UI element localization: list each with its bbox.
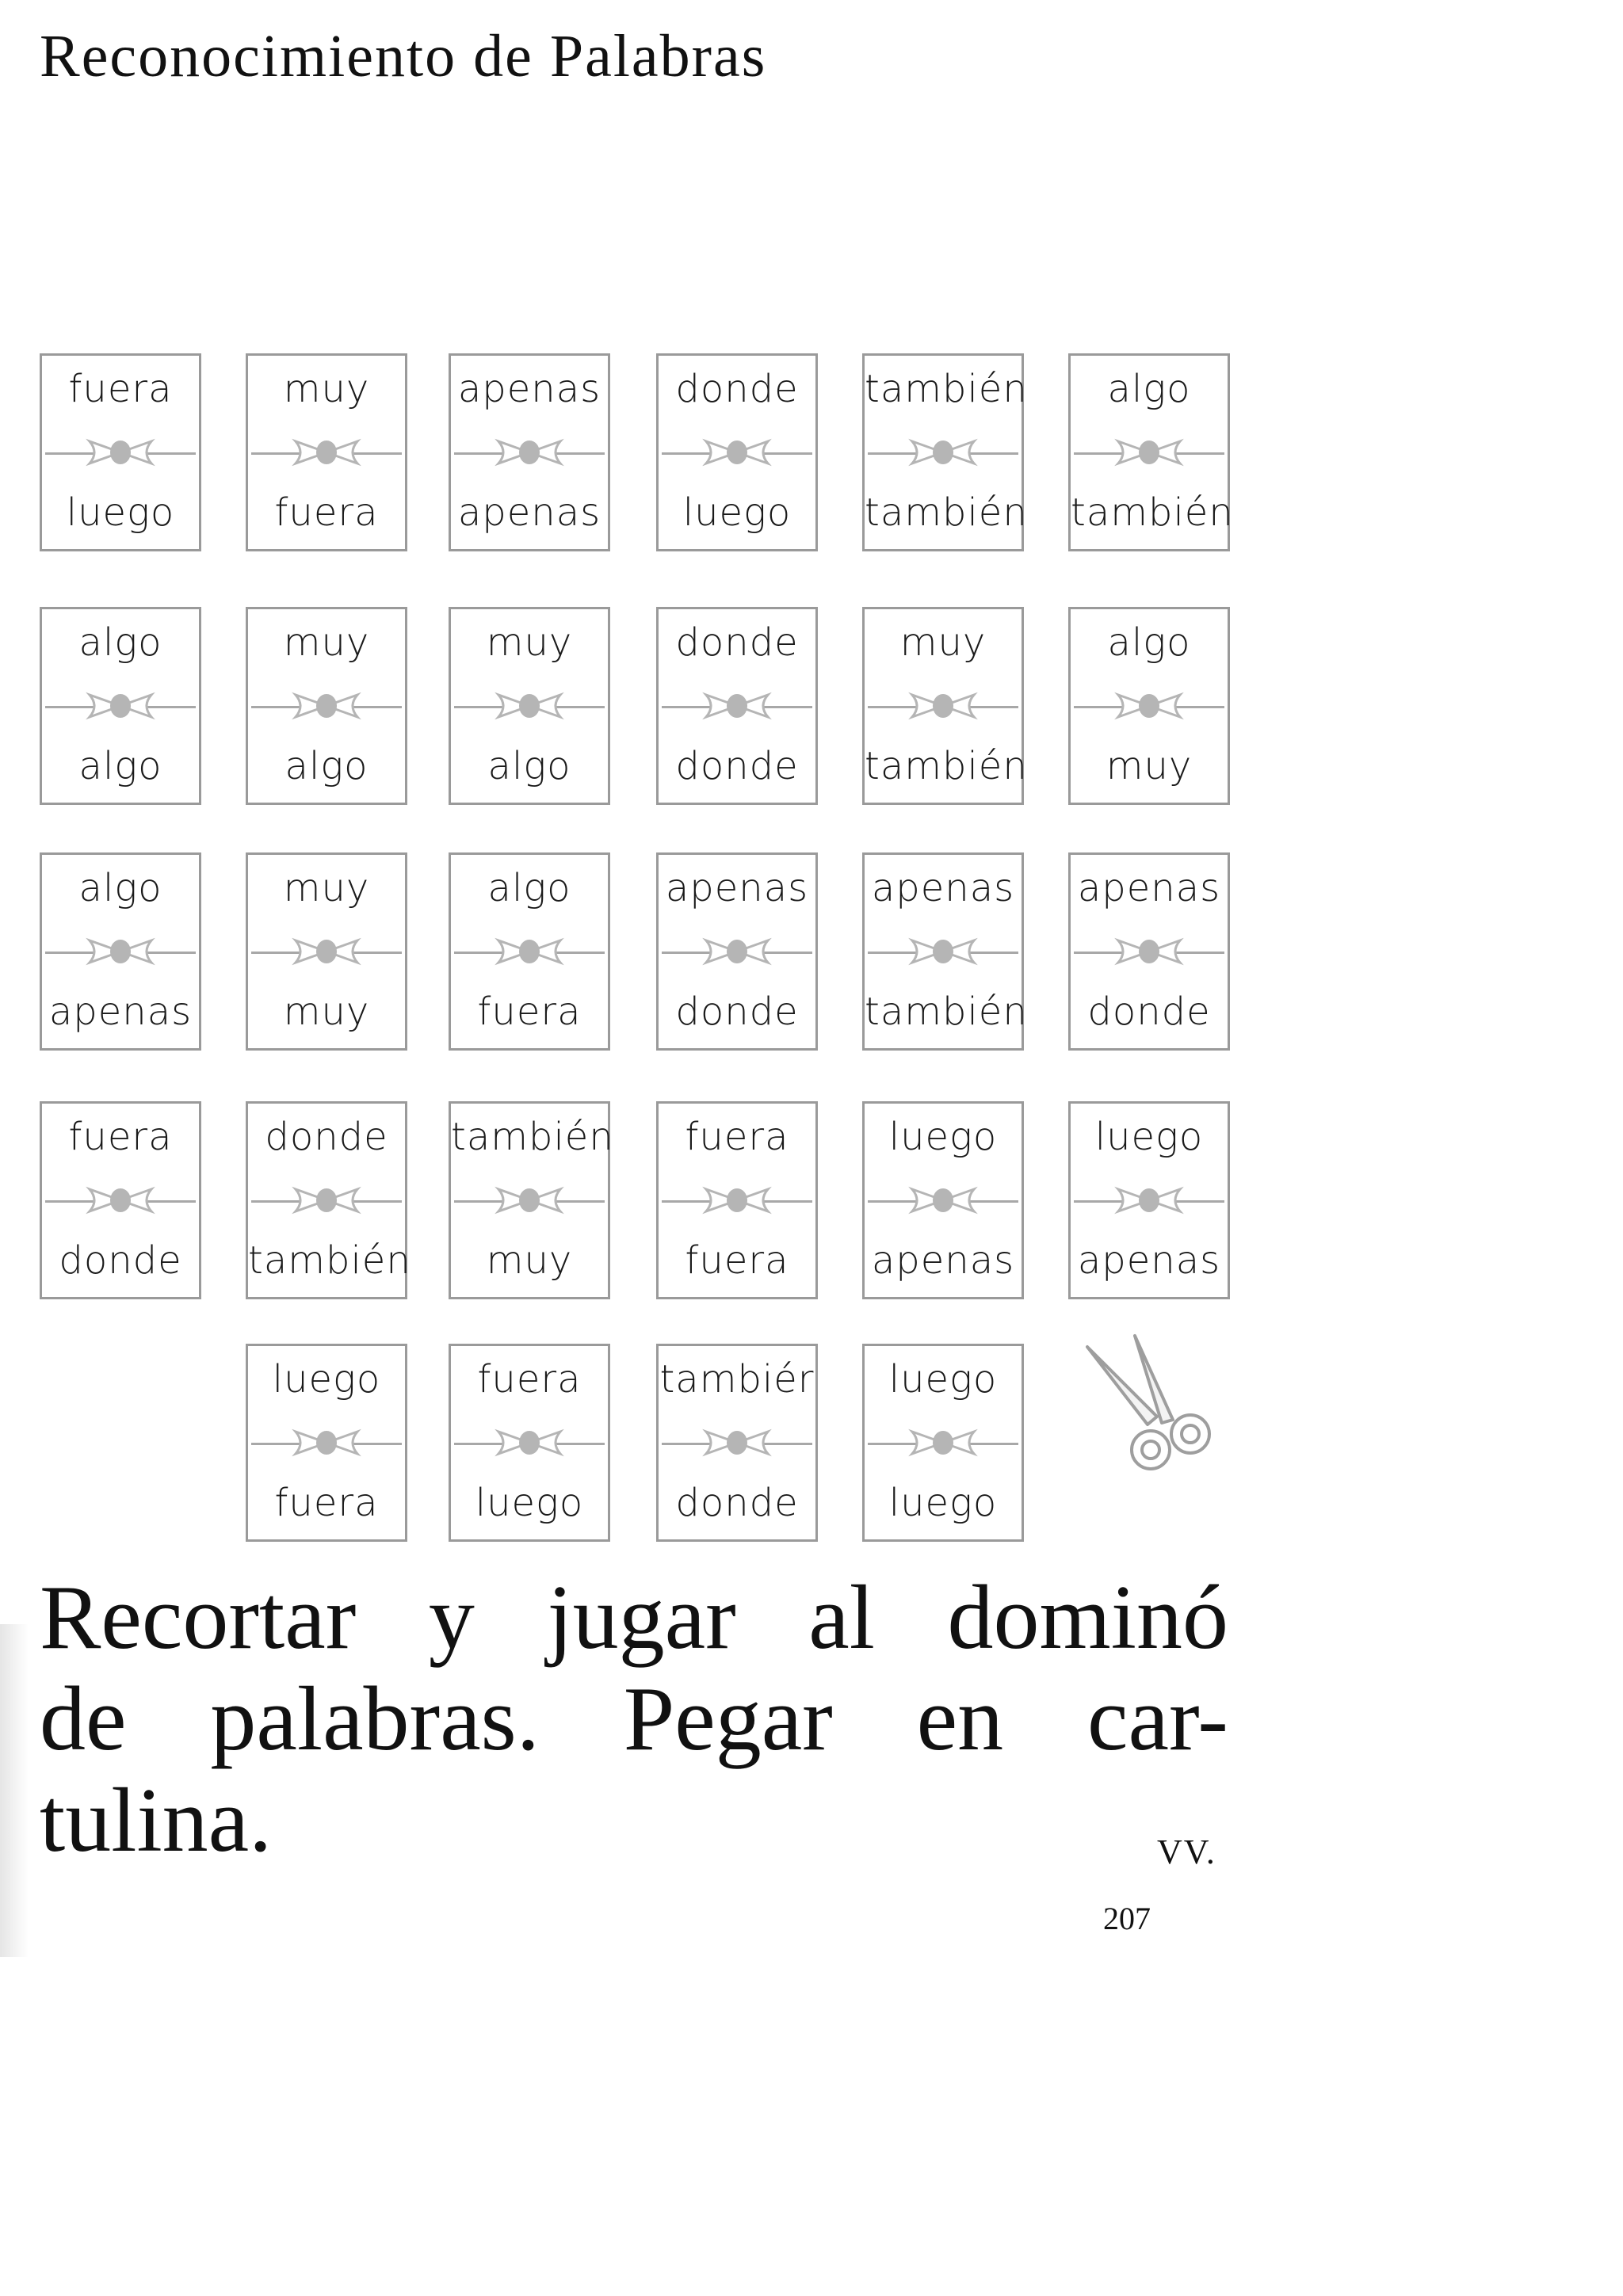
domino-top-word: muy [283,367,370,411]
scissors-icon [1079,1331,1222,1489]
domino-bottom-word: algo [285,744,369,788]
bow-icon [701,1425,773,1460]
series-mark: VV. [1157,1833,1216,1871]
domino-top-word: algo [1107,620,1191,665]
page-title: Reconocimiento de Palabras [40,23,767,90]
domino-tile [246,607,407,805]
domino-bottom-word: apenas [1077,1238,1221,1283]
instructions-word: de [40,1669,127,1770]
domino-grid [40,353,1244,1542]
domino-bottom-word: donde [675,744,799,788]
domino-top-word: luego [1094,1115,1204,1159]
domino-tile [449,852,610,1051]
domino-top-word: fuera [685,1115,789,1159]
domino-bottom-word: donde [675,1481,799,1525]
bow-icon [494,688,565,723]
bow-icon [291,688,362,723]
domino-bottom-word: muy [486,1238,573,1283]
bow-icon [494,435,565,470]
bow-icon [494,1425,565,1460]
domino-tile [449,1101,614,1299]
domino-tile [656,1101,818,1299]
domino-tile [40,607,201,805]
domino-top-word: algo [78,620,162,665]
instructions-word: dominó [947,1567,1228,1669]
domino-bottom-word: también [865,744,1028,788]
page-number: 207 [1103,1901,1151,1936]
domino-bottom-word: apenas [457,490,601,535]
bow-icon [1113,934,1185,969]
bow-icon [701,435,773,470]
domino-bottom-word: también [865,990,1028,1034]
domino-tile [1068,852,1230,1051]
domino-bottom-word: donde [1087,990,1211,1034]
domino-bottom-word: fuera [685,1238,789,1283]
instructions-line-2 [40,1669,1228,1770]
instructions-text [40,1567,1228,1871]
domino-tile [1068,607,1230,805]
domino-top-word: algo [487,866,571,910]
bow-icon [291,934,362,969]
instructions-word: al [808,1567,875,1669]
domino-tile [862,607,1028,805]
bow-icon [85,934,156,969]
domino-tile [449,607,610,805]
instructions-line-1 [40,1567,1228,1669]
domino-bottom-word: también [865,490,1028,535]
domino-top-word: donde [675,620,799,665]
bow-icon [1113,1183,1185,1218]
domino-top-word: fuera [68,367,173,411]
bow-icon [85,1183,156,1218]
domino-tile [246,1344,407,1542]
domino-tile [246,852,407,1051]
domino-bottom-word: también [1071,490,1234,535]
bow-icon [701,1183,773,1218]
bow-icon [1113,688,1185,723]
instructions-word: Recortar [40,1567,357,1669]
domino-bottom-word: donde [59,1238,182,1283]
bow-icon [85,688,156,723]
domino-tile [862,353,1028,551]
domino-top-word: luego [272,1357,381,1402]
domino-top-word: muy [899,620,987,665]
bow-icon [494,934,565,969]
domino-tile [449,1344,610,1542]
instructions-word: jugar [547,1567,736,1669]
bow-icon [291,1183,362,1218]
bow-icon [907,1183,979,1218]
domino-bottom-word: fuera [274,1481,379,1525]
bow-icon [494,1183,565,1218]
bow-icon [701,934,773,969]
domino-bottom-word: muy [283,990,370,1034]
domino-top-word: también [865,367,1028,411]
domino-tile [40,1101,201,1299]
domino-top-word: donde [675,367,799,411]
domino-bottom-word: luego [66,490,175,535]
instructions-word: y [428,1567,475,1669]
domino-tile [862,1101,1024,1299]
domino-bottom-word: luego [475,1481,584,1525]
domino-top-word: algo [1107,367,1191,411]
instructions-word: palabras. [210,1669,540,1770]
domino-top-word: fuera [68,1115,173,1159]
domino-top-word: donde [265,1115,388,1159]
domino-top-word: muy [283,866,370,910]
domino-tile [449,353,610,551]
domino-bottom-word: algo [487,744,571,788]
instructions-word: en [916,1669,1004,1770]
page-edge-shadow [0,1624,29,1957]
domino-top-word: también [451,1115,614,1159]
domino-bottom-word: apenas [48,990,193,1034]
domino-top-word: fuera [477,1357,582,1402]
domino-top-word: luego [888,1115,998,1159]
domino-bottom-word: apenas [871,1238,1015,1283]
domino-top-word: algo [78,866,162,910]
domino-tile [656,852,818,1051]
domino-bottom-word: también [248,1238,411,1283]
domino-top-word: tambiér [659,1357,815,1402]
domino-top-word: apenas [871,866,1015,910]
domino-bottom-word: luego [682,490,792,535]
bow-icon [907,934,979,969]
bow-icon [701,688,773,723]
domino-tile [656,1344,818,1542]
domino-bottom-word: donde [675,990,799,1034]
domino-bottom-word: algo [78,744,162,788]
domino-tile [40,353,201,551]
domino-tile [862,852,1028,1051]
domino-top-word: apenas [457,367,601,411]
bow-icon [291,1425,362,1460]
instructions-word: car- [1087,1669,1228,1770]
domino-bottom-word: muy [1106,744,1193,788]
domino-tile [246,1101,411,1299]
domino-tile [862,1344,1024,1542]
domino-top-word: muy [486,620,573,665]
domino-tile [1068,353,1234,551]
domino-top-word: luego [888,1357,998,1402]
domino-tile [40,852,201,1051]
instructions-line-3: tulina. [40,1770,273,1871]
domino-top-word: apenas [665,866,809,910]
domino-bottom-word: fuera [274,490,379,535]
domino-tile [656,353,818,551]
domino-tile [246,353,407,551]
domino-tile [656,607,818,805]
bow-icon [85,435,156,470]
bow-icon [1113,435,1185,470]
bow-icon [291,435,362,470]
bow-icon [907,435,979,470]
domino-bottom-word: fuera [477,990,582,1034]
domino-tile [1068,1101,1230,1299]
instructions-word: Pegar [623,1669,833,1770]
domino-top-word: muy [283,620,370,665]
domino-bottom-word: luego [888,1481,998,1525]
bow-icon [907,1425,979,1460]
domino-top-word: apenas [1077,866,1221,910]
bow-icon [907,688,979,723]
